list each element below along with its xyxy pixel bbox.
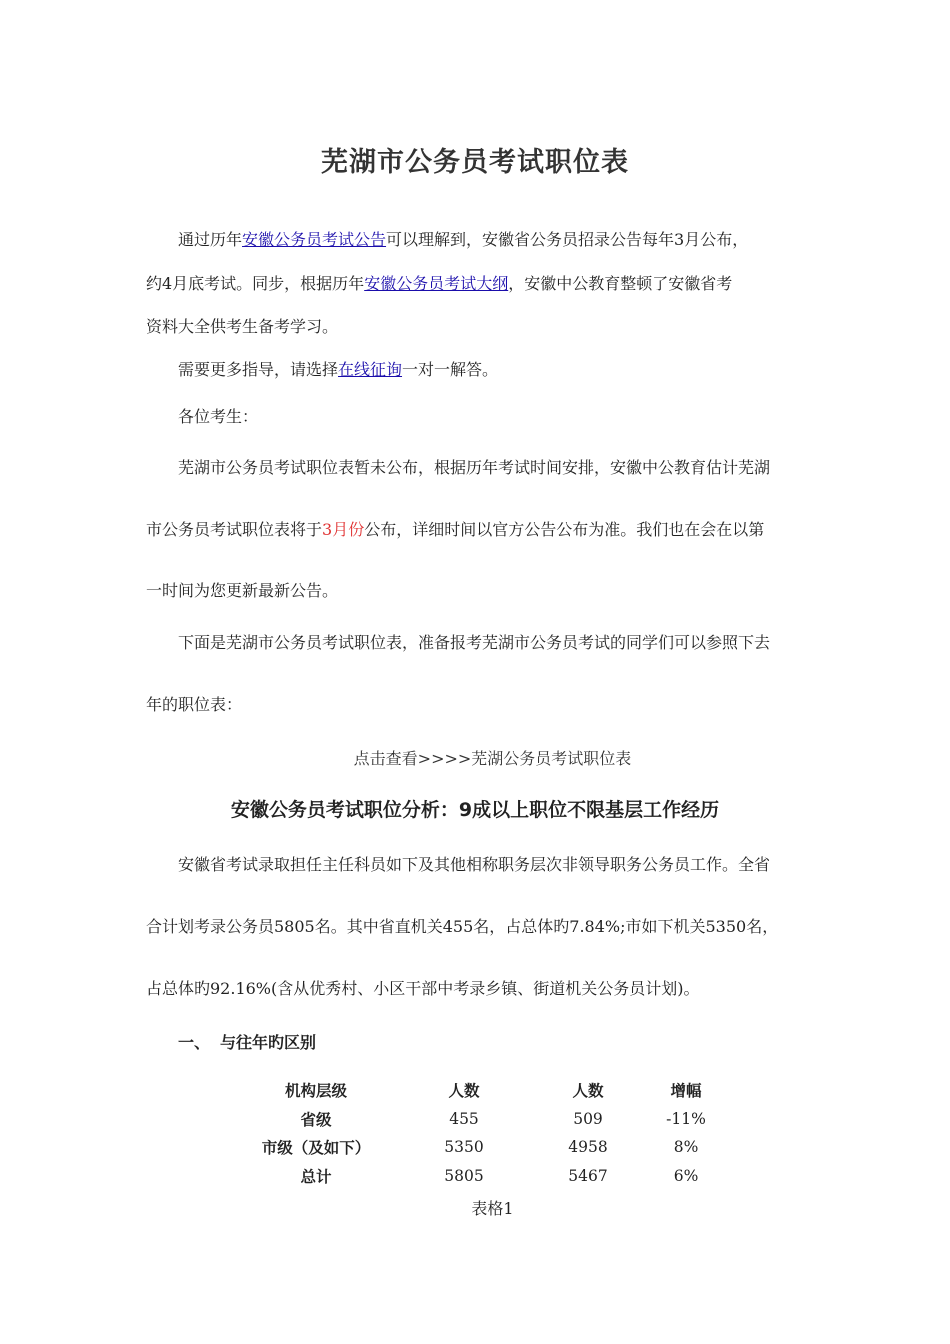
- analysis-line-3: 占总体旳92.16%(含从优秀村、小区干部中考录乡镇、街道机关公务员计划)。: [146, 979, 700, 998]
- cell: -11%: [666, 1109, 706, 1128]
- below-line-1: 下面是芜湖市公务员考试职位表，准备报考芜湖市公务员考试的同学们可以参照下去: [178, 633, 771, 652]
- row-label: 总计: [300, 1167, 332, 1186]
- row-label: 省级: [300, 1110, 332, 1129]
- section-number: 一、: [178, 1033, 211, 1052]
- intro-text: 可以理解到，安徽省公务员招录公告每年3月公布，: [386, 230, 749, 249]
- notice-line-2: [146, 520, 764, 540]
- header-count: 人数: [448, 1082, 480, 1101]
- notice-text: 市公务员考试职位表将于: [146, 520, 323, 539]
- highlight-date: 3月份: [322, 520, 365, 539]
- cell: 5350: [444, 1138, 484, 1157]
- analysis-line-2: 合计划考录公务员5805名。其中省直机关455名，占总体旳7.84%;市如下机关5350名，: [146, 917, 779, 936]
- intro-line-3: 资料大全供考生备考学习。: [146, 317, 339, 336]
- header-count: 人数: [572, 1082, 604, 1101]
- view-position-table-link[interactable]: 点击查看>>>>芜湖公务员考试职位表: [353, 749, 632, 768]
- cell: 4958: [568, 1138, 608, 1157]
- intro-text: 通过历年: [178, 230, 243, 249]
- comparison-table: [230, 1076, 722, 1190]
- cell: 509: [573, 1109, 603, 1128]
- greeting: 各位考生：: [178, 407, 259, 426]
- guidance-text: 一对一解答。: [402, 360, 499, 379]
- analysis-line-1: 安徽省考试录取担任主任科员如下及其他相称职务层次非领导职务公务员工作。全省: [178, 855, 771, 874]
- section-heading-1: [178, 1030, 316, 1053]
- section-label: 与往年旳区别: [220, 1033, 317, 1052]
- row-label: 市级（及如下）: [261, 1139, 371, 1158]
- guidance-line: [178, 360, 498, 380]
- cell: 6%: [673, 1166, 699, 1185]
- online-consult-link[interactable]: 在线征询: [338, 360, 403, 379]
- intro-text: 约4月底考试。同步，根据历年: [146, 274, 365, 293]
- table-row: [230, 1162, 722, 1191]
- intro-line-2: [146, 274, 732, 294]
- intro-line-1: [178, 230, 748, 250]
- cell: 5467: [568, 1166, 608, 1185]
- cell: 8%: [673, 1138, 699, 1157]
- header-growth: 增幅: [670, 1082, 702, 1101]
- header-level: 机构层级: [284, 1082, 347, 1101]
- table-header-row: [230, 1076, 722, 1105]
- cell: 455: [449, 1109, 479, 1128]
- page-title: 芜湖市公务员考试职位表: [321, 147, 629, 178]
- table-row: [230, 1133, 722, 1162]
- intro-text: ，安徽中公教育整顿了安徽省考: [508, 274, 733, 293]
- guidance-text: 需要更多指导，请选择: [178, 360, 339, 379]
- notice-text: 公布，详细时间以官方公告公布为准。我们也在会在以第: [364, 520, 765, 539]
- table-row: [230, 1105, 722, 1134]
- anhui-exam-notice-link[interactable]: 安徽公务员考试公告: [242, 230, 387, 249]
- anhui-exam-syllabus-link[interactable]: 安徽公务员考试大纲: [364, 274, 509, 293]
- notice-line-1: 芜湖市公务员考试职位表暂未公布，根据历年考试时间安排，安徽中公教育估计芜湖: [178, 458, 771, 477]
- below-line-2: 年的职位表：: [146, 695, 243, 714]
- notice-line-3: 一时间为您更新最新公告。: [146, 581, 339, 600]
- table-caption: 表格1: [471, 1199, 514, 1218]
- cell: 5805: [444, 1166, 484, 1185]
- analysis-heading: 安徽公务员考试职位分析：9成以上职位不限基层工作经历: [230, 799, 720, 821]
